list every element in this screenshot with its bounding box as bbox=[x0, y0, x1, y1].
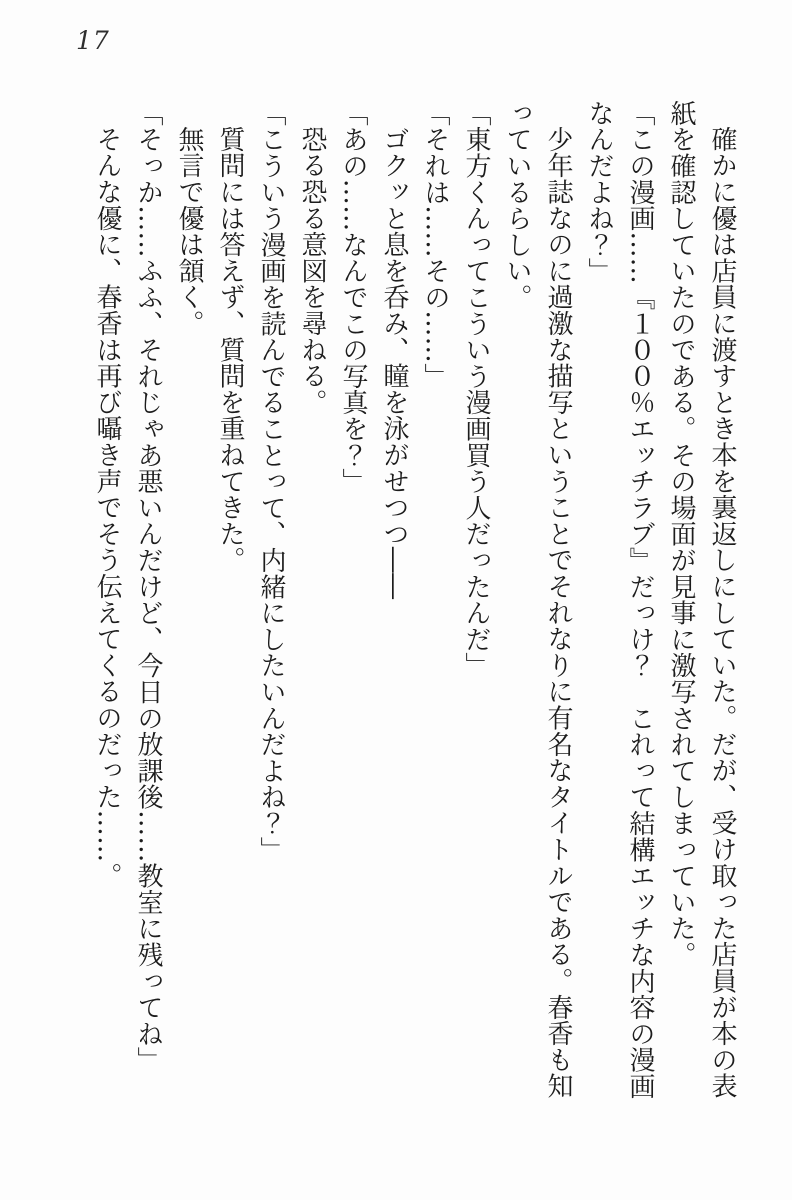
paragraph-5: ゴクッと息を呑み、瞳を泳がせつつ―― bbox=[379, 126, 409, 600]
paragraph-4: 「それは……その……」 bbox=[420, 100, 450, 390]
paragraph-10: 無言で優は頷く。 bbox=[174, 126, 204, 337]
page-text-block bbox=[86, 100, 742, 1100]
paragraph-7: 恐る恐る意図を尋ねる。 bbox=[297, 126, 327, 416]
paragraph-8: 「こういう漫画を読んでることって、内緒にしたいんだよね？」 bbox=[256, 100, 286, 863]
paragraph-3: 「東方くんってこういう漫画買う人だったんだ」 bbox=[461, 100, 491, 679]
paragraph-6: 「あの……なんでこの写真を？」 bbox=[338, 100, 368, 495]
paragraph-0: 確かに優は店員に渡すとき本を裏返しにしていた。だが、受け取った店員が本の表紙を確認していたのである。その場面が見事に激写されてしまっていた。 bbox=[666, 100, 737, 1100]
page-number: 17 bbox=[76, 26, 110, 55]
paragraph-12: そんな優に、春香は再び囁き声でそう伝えてくるのだった……。 bbox=[92, 126, 122, 889]
paragraph-11: 「そっか……ふふ、それじゃあ悪いんだけど、今日の放課後……教室に残ってね」 bbox=[133, 100, 163, 1074]
paragraph-9: 質問には答えず、質問を重ねてきた。 bbox=[215, 126, 245, 574]
paragraph-2: 少年誌なのに過激な描写ということでそれなりに有名なタイトルである。春香も知っているらしい。 bbox=[502, 100, 573, 1100]
paragraph-1: 「この漫画……『１００％エッチラブ』だっけ？ これって結構エッチな内容の漫画なんだよね？」 bbox=[584, 100, 655, 1100]
